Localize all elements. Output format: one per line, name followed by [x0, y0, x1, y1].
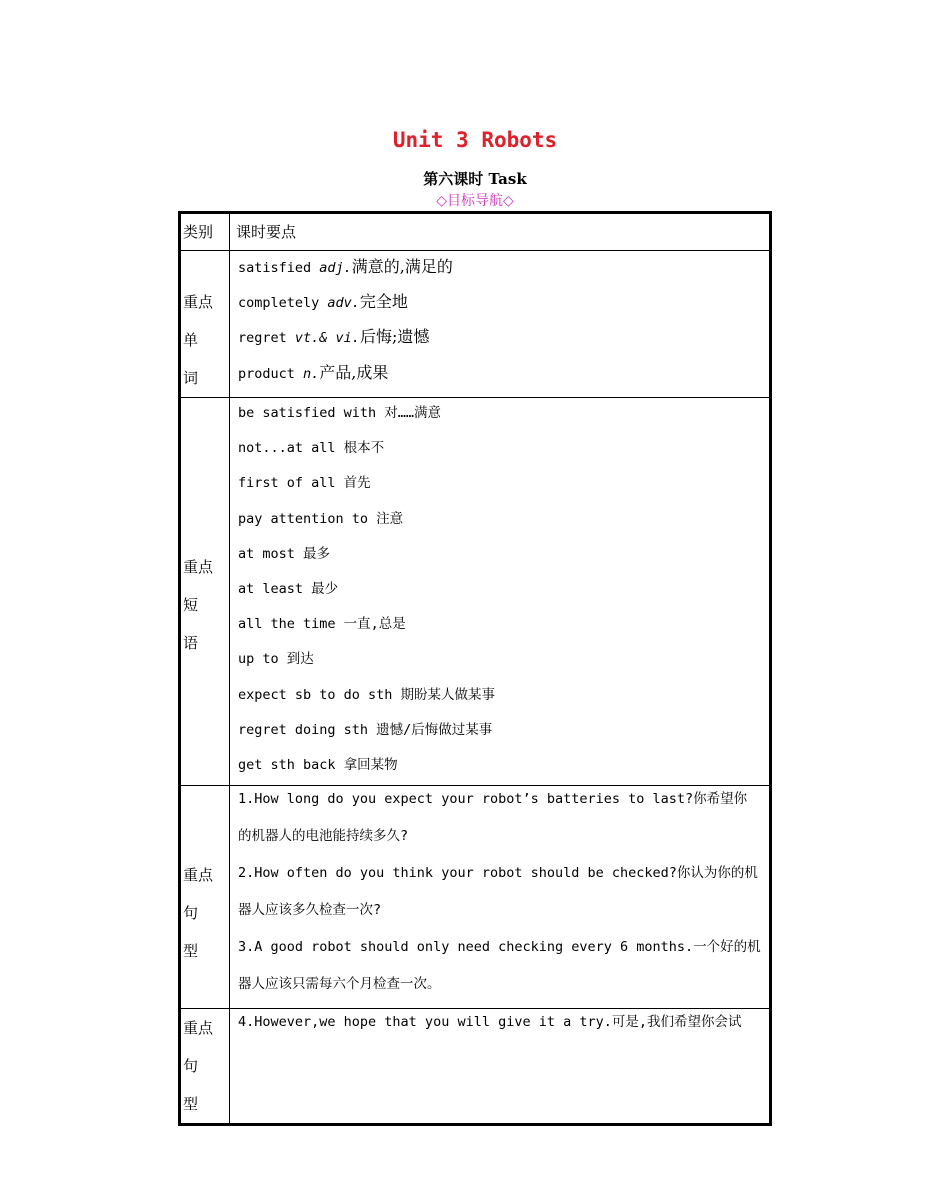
category-label-line: 重点句 [183, 1019, 214, 1076]
list-item: at most 最多 [238, 545, 331, 562]
table-header-row [180, 213, 771, 251]
list-item: 2.How often do you think your robot should be checked?你认为你的机 [238, 865, 758, 882]
category-label [181, 1009, 229, 1123]
category-label-line: 型 [183, 942, 199, 961]
list-item: get sth back 拿回某物 [238, 756, 398, 773]
list-item: satisfied adj.满意的,满足的 [238, 257, 453, 276]
list-item: not...at all 根本不 [238, 440, 385, 457]
phrase-list [230, 398, 769, 785]
list-item: regret vt.& vi.后悔;遗憾 [238, 327, 430, 347]
category-label-line: 重点单 [183, 293, 214, 349]
category-label-line: 语 [183, 634, 199, 652]
key-points-table [178, 211, 772, 1126]
document-title: Unit 3 Robots [392, 128, 558, 152]
sentence-list [230, 1009, 769, 1046]
list-item: 3.A good robot should only need checking every 6 months.一个好的机 [238, 939, 761, 956]
points-cell [230, 786, 771, 1009]
table-row [180, 786, 771, 1009]
category-cell [180, 1009, 230, 1125]
header-category-label: 类别 [183, 223, 214, 241]
goal-navigation-label: ◇目标导航◇ [436, 193, 514, 209]
category-label-line: 重点句 [183, 866, 214, 923]
list-item: pay attention to 注意 [238, 510, 404, 527]
points-cell [230, 251, 771, 398]
list-item: first of all 首先 [238, 475, 371, 492]
category-label [181, 786, 229, 970]
word-list [230, 251, 769, 393]
category-label [181, 398, 229, 662]
list-item: 的机器人的电池能持续多久? [238, 828, 409, 845]
list-item: all the time 一直,总是 [238, 616, 406, 633]
list-item: expect sb to do sth 期盼某人做某事 [238, 686, 496, 703]
list-item: completely adv.完全地 [238, 292, 408, 312]
header-points-cell [230, 213, 771, 251]
category-label-line: 词 [183, 369, 199, 387]
table-row [180, 398, 771, 786]
list-item: at least 最少 [238, 580, 339, 597]
category-cell [180, 398, 230, 786]
table-row [180, 251, 771, 398]
sentence-list [230, 786, 769, 1008]
category-label [181, 251, 229, 397]
list-item: 器人应该只需每六个月检查一次。 [238, 976, 441, 993]
category-cell [180, 251, 230, 398]
category-label-line: 型 [183, 1095, 199, 1114]
list-item: product n.产品,成果 [238, 362, 389, 382]
header-points-label: 课时要点 [236, 223, 297, 241]
lesson-subtitle: 第六课时 Task [423, 170, 527, 188]
list-item: 器人应该多久检查一次? [238, 902, 382, 919]
list-item: be satisfied with 对……满意 [238, 405, 442, 421]
header-category-cell [180, 213, 230, 251]
category-label-line: 重点短 [183, 558, 214, 614]
list-item: up to 到达 [238, 651, 314, 668]
list-item: regret doing sth 遗憾/后悔做过某事 [238, 721, 493, 738]
table-row [180, 1009, 771, 1125]
category-cell [180, 786, 230, 1009]
list-item: 1.How long do you expect your robot’s batteries to last?你希望你 [238, 791, 748, 808]
list-item: 4.However,we hope that you will give it a try.可是,我们希望你会试 [238, 1014, 742, 1031]
points-cell [230, 1009, 771, 1125]
points-cell [230, 398, 771, 786]
